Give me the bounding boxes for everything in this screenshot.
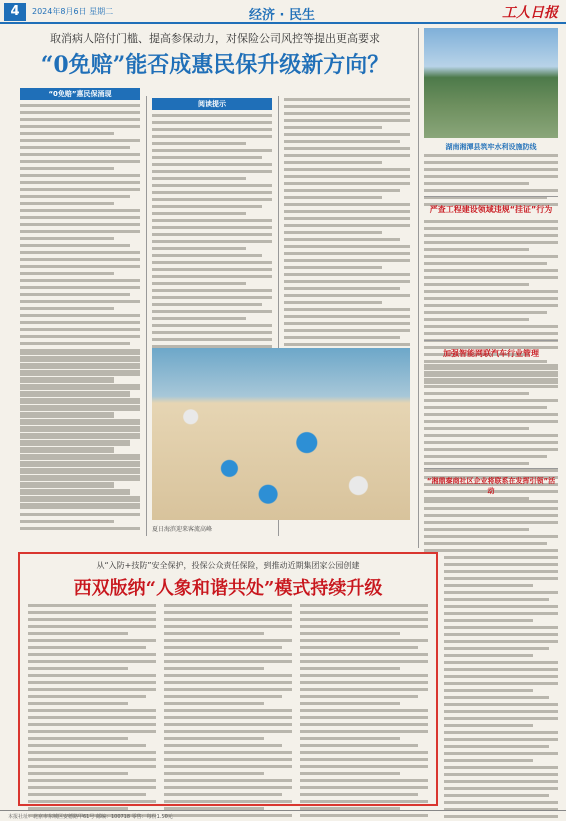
section-title: 经济 · 民生 xyxy=(249,8,315,23)
masthead xyxy=(0,0,566,24)
article-text xyxy=(300,604,428,821)
newspaper-logo: 工人日报 xyxy=(502,5,558,21)
issue-date: 2024年8月6日 星期二 xyxy=(32,7,114,16)
feature-title: 西双版纳“人象和谐共处”模式持续升级 xyxy=(73,578,383,599)
article-text xyxy=(28,604,156,821)
section-divider xyxy=(424,196,558,197)
reading-tips-heading: 阅读提示 xyxy=(152,98,272,110)
right-headline-2: 加强智能网联汽车行业管理 xyxy=(443,349,539,358)
article-text xyxy=(424,154,558,210)
section-divider xyxy=(424,340,558,341)
beach-photo-caption: 夏日海滨迎来客流高峰 xyxy=(152,526,213,533)
feature-kicker: 从“入防+技防”安全保护，投保公众责任保险，到推动近期集团家公园创建 xyxy=(96,561,360,570)
article-text xyxy=(20,352,140,534)
river-photo xyxy=(424,28,558,138)
river-photo-caption: 湖南湘潭县筑牢水利设施防线 xyxy=(445,143,537,151)
right-headline-1: 严查工程建设领域违规“挂证”行为 xyxy=(429,205,553,214)
footer: 本报社址：北京市东城区安德路甲61号 邮编：100718 零售：每份1.50元 xyxy=(0,810,566,821)
column-divider xyxy=(146,96,147,536)
article-text xyxy=(164,604,292,821)
page-number: 4 xyxy=(4,3,26,21)
feature-article xyxy=(18,552,438,806)
right-headline-3: “湘鼎秦商社区企业将联系在发挥引领”活动 xyxy=(426,477,556,495)
beach-photo xyxy=(152,348,410,520)
column-divider xyxy=(418,28,419,548)
lead-kicker: 取消病人陪付门槛、提高参保动力，对保险公司风控等提出更高要求 xyxy=(50,32,380,45)
article-text xyxy=(444,556,558,821)
left-section-heading: “0免赔”惠民保涌现 xyxy=(20,88,140,100)
article-text xyxy=(424,220,558,388)
lead-headline: “0免赔”能否成惠民保升级新方向？ xyxy=(40,52,390,78)
section-divider xyxy=(424,468,558,469)
article-text xyxy=(424,500,558,556)
